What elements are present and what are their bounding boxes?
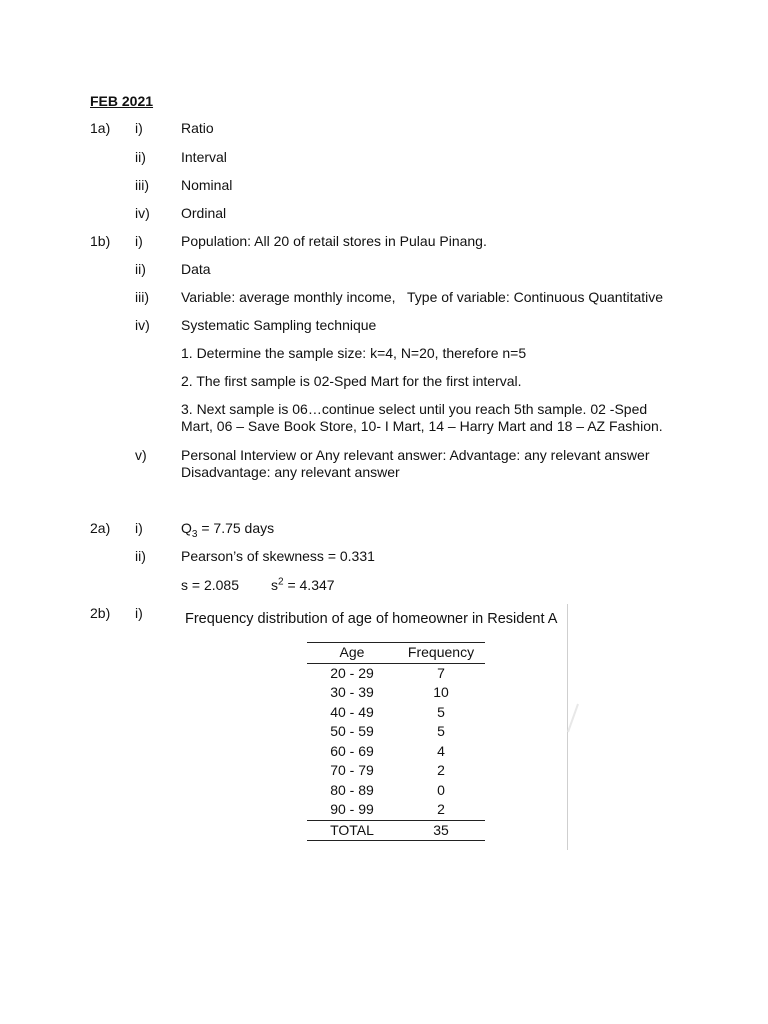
table-header-row <box>307 643 485 664</box>
table-row <box>307 703 485 723</box>
roman-numeral: i) <box>135 120 143 136</box>
total-label: TOTAL <box>330 821 374 838</box>
question-number-1b: 1b) <box>90 233 111 249</box>
age-cell: 20 - 29 <box>330 664 374 681</box>
answer-text: Disadvantage: any relevant answer <box>181 464 400 480</box>
variance-text <box>271 577 335 594</box>
age-cell: 80 - 89 <box>330 781 374 798</box>
roman-numeral: i) <box>135 520 143 536</box>
table-row <box>307 683 485 703</box>
step-text: 1. Determine the sample size: k=4, N=20, therefore n=5 <box>181 345 527 361</box>
answer-text: Pearson’s of skewness = 0.331 <box>181 548 375 564</box>
age-cell: 90 - 99 <box>330 801 374 817</box>
variance-superscript: 2 <box>278 576 284 588</box>
question-number-2a: 2a) <box>90 520 111 536</box>
roman-numeral: ii) <box>135 261 146 277</box>
table-row <box>307 742 485 762</box>
total-value: 35 <box>433 821 449 838</box>
age-cell: 50 - 59 <box>330 723 374 739</box>
step-text: 2. The first sample is 02-Sped Mart for the first interval. <box>181 373 522 389</box>
answer-text: Ratio <box>181 120 214 136</box>
figure-title: Frequency distribution of age of homeowner in Resident A <box>185 611 558 627</box>
answer-text: Systematic Sampling technique <box>181 317 377 333</box>
age-cell: 70 - 79 <box>330 762 374 778</box>
table-row <box>307 722 485 742</box>
answer-text: Population: All 20 of retail stores in Pulau Pinang. <box>181 233 487 249</box>
table-row <box>307 663 485 683</box>
table-row <box>307 800 485 820</box>
age-cell: 40 - 49 <box>330 703 374 720</box>
roman-numeral: iii) <box>135 289 149 305</box>
answer-text: Data <box>181 261 211 277</box>
roman-numeral: i) <box>135 233 143 249</box>
variance-base: s <box>271 577 278 593</box>
frequency-cell: 10 <box>433 684 449 700</box>
age-cell: 60 - 69 <box>330 742 374 759</box>
column-header-frequency: Frequency <box>407 644 475 660</box>
age-cell: 30 - 39 <box>330 684 374 700</box>
quartile-text <box>181 520 275 540</box>
frequency-cell: 2 <box>437 801 445 817</box>
question-number-2b: 2b) <box>90 605 111 621</box>
frequency-cell: 4 <box>437 742 445 759</box>
roman-numeral: ii) <box>135 149 146 165</box>
step-text: 3. Next sample is 06…continue select until you reach 5th sample. 02 -Sped Mart, 06 – Save Book Store, 10- I Mart, 14 – Harry Mart and 18 – AZ Fashion. <box>181 401 663 434</box>
frequency-table <box>307 642 485 841</box>
variance-value: = 4.347 <box>283 577 335 593</box>
q-letter: Q <box>181 520 192 536</box>
roman-numeral: iv) <box>135 205 150 221</box>
table-total-row <box>307 820 485 841</box>
answer-text: Ordinal <box>181 205 227 221</box>
std-dev-text: s = 2.085 <box>181 577 239 593</box>
roman-numeral: iv) <box>135 317 150 333</box>
q-subscript: 3 <box>191 528 198 540</box>
roman-numeral: iii) <box>135 177 149 193</box>
frequency-cell: 5 <box>437 723 445 739</box>
answer-text: Variable: average monthly income, <box>181 289 396 305</box>
section-heading: FEB 2021 <box>90 93 154 109</box>
roman-numeral: v) <box>135 447 147 463</box>
answer-text: Type of variable: Continuous Quantitative <box>407 289 664 305</box>
table-row <box>307 781 485 801</box>
answer-text: Interval <box>181 149 227 165</box>
frequency-cell: 5 <box>437 703 445 720</box>
q-value: = 7.75 days <box>197 520 275 536</box>
question-number-1a: 1a) <box>90 120 111 136</box>
column-header-age: Age <box>339 644 365 660</box>
frequency-cell: 0 <box>437 781 445 798</box>
frequency-cell: 2 <box>437 762 445 778</box>
roman-numeral: i) <box>135 605 143 621</box>
faint-mark <box>566 700 580 734</box>
answer-text: Nominal <box>181 177 233 193</box>
answer-text: Personal Interview or Any relevant answer: Advantage: any relevant answer <box>181 447 650 463</box>
roman-numeral: ii) <box>135 548 146 564</box>
frequency-cell: 7 <box>437 664 445 681</box>
table-row <box>307 761 485 781</box>
